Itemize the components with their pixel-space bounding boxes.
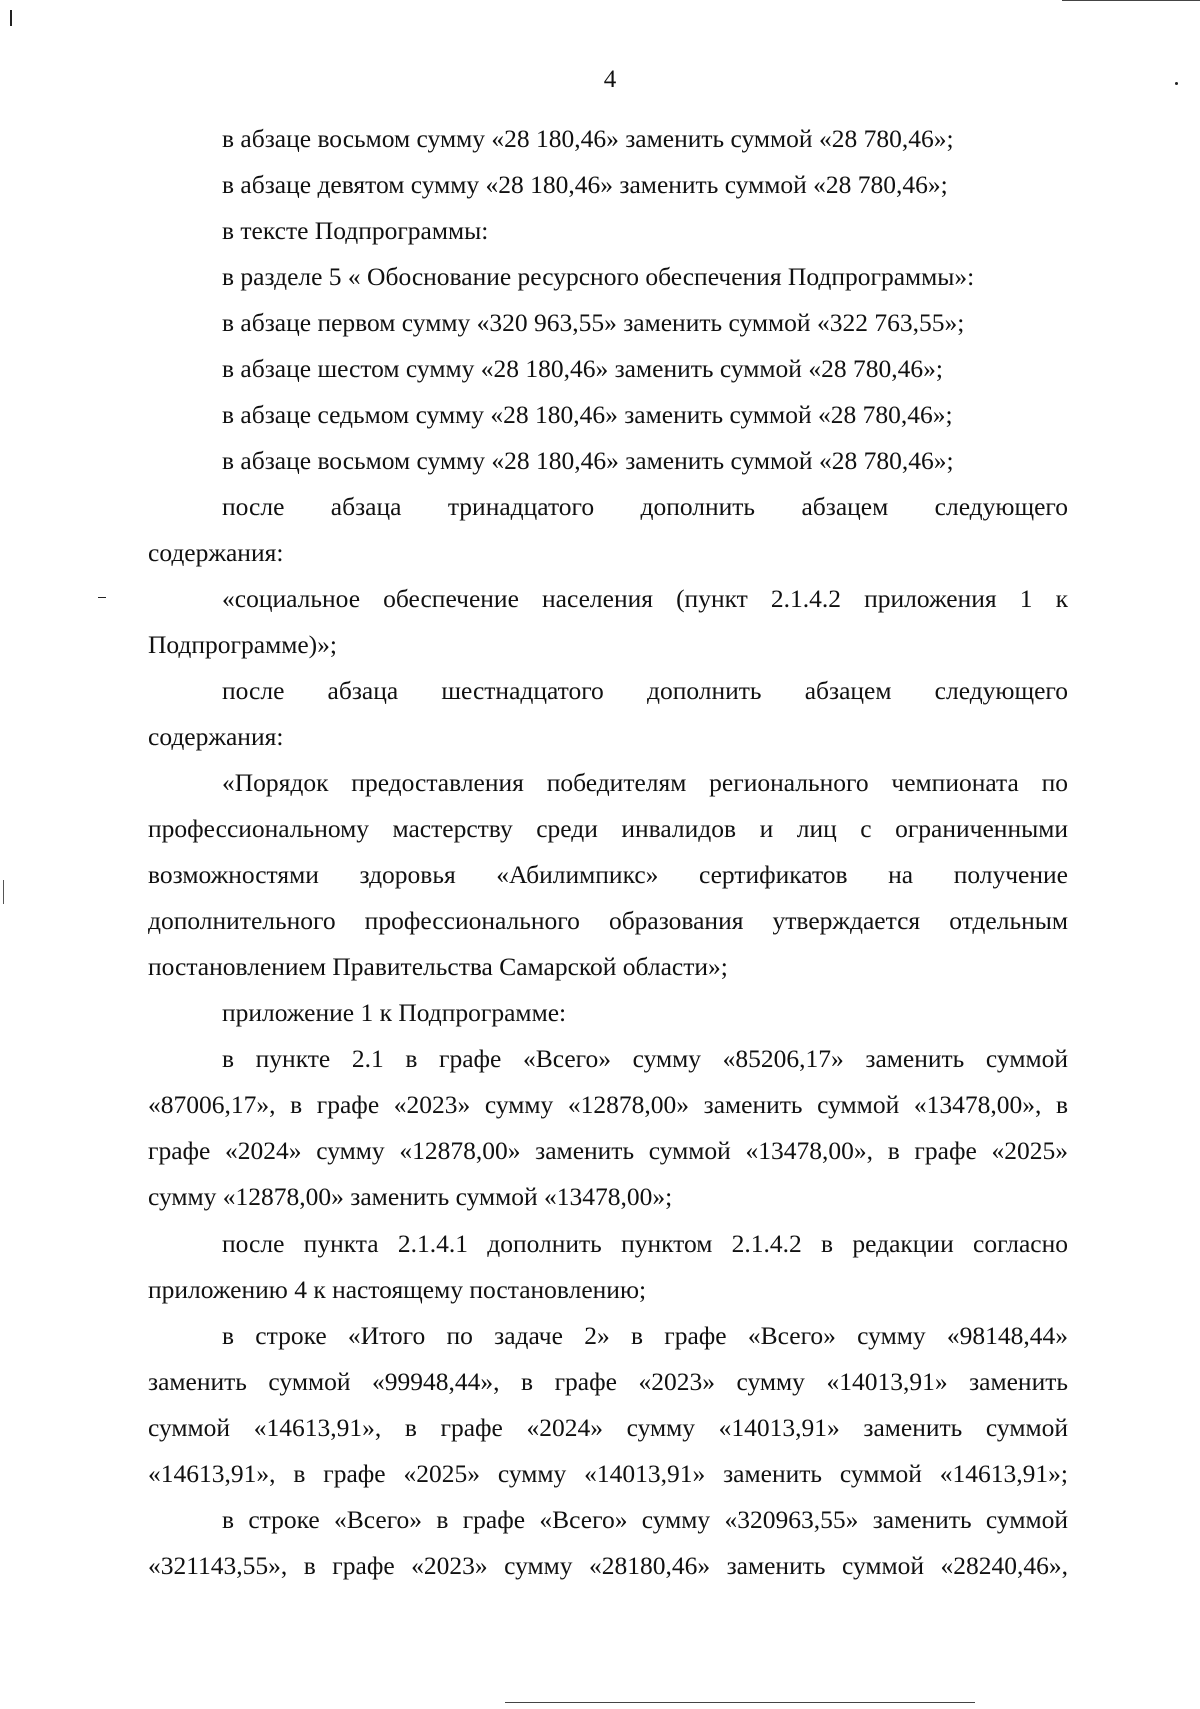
scan-mark — [98, 597, 106, 598]
text-line: «321143,55», в графе «2023» сумму «28180,46» заменить суммой «28240,46», — [148, 1551, 1068, 1580]
text-line: в строке «Всего» в графе «Всего» сумму «320963,55» заменить суммой — [222, 1505, 1068, 1534]
text-line: «социальное обеспечение населения (пункт 2.1.4.2 приложения 1 к — [222, 584, 1068, 613]
text-line: сумму «12878,00» заменить суммой «13478,00»; — [148, 1182, 673, 1211]
text-line: «Порядок предоставления победителям регионального чемпионата по — [222, 768, 1068, 797]
text-line: в абзаце шестом сумму «28 180,46» заменить суммой «28 780,46»; — [222, 354, 943, 383]
text-line: в абзаце девятом сумму «28 180,46» заменить суммой «28 780,46»; — [222, 170, 948, 199]
text-line: содержания: — [148, 722, 284, 751]
text-line: в тексте Подпрограммы: — [222, 216, 489, 245]
text-line: содержания: — [148, 538, 284, 567]
text-line: в абзаце восьмом сумму «28 180,46» заменить суммой «28 780,46»; — [222, 124, 954, 153]
text-line: после абзаца шестнадцатого дополнить абзацем следующего — [222, 676, 1068, 705]
text-line: в абзаце первом сумму «320 963,55» заменить суммой «322 763,55»; — [222, 308, 965, 337]
text-line: «87006,17», в графе «2023» сумму «12878,00» заменить суммой «13478,00», в — [148, 1090, 1068, 1119]
text-line: профессиональному мастерству среди инвалидов и лиц с ограниченными — [148, 814, 1068, 843]
page-number: 4 — [603, 66, 617, 93]
text-line: в разделе 5 « Обоснование ресурсного обеспечения Подпрограммы»: — [222, 262, 975, 291]
text-line: после пункта 2.1.4.1 дополнить пунктом 2.1.4.2 в редакции согласно — [222, 1229, 1068, 1258]
scan-edge-line — [505, 1702, 975, 1703]
text-line: графе «2024» сумму «12878,00» заменить суммой «13478,00», в графе «2025» — [148, 1136, 1068, 1165]
scan-dot — [1175, 82, 1178, 85]
text-line: в строке «Итого по задаче 2» в графе «Всего» сумму «98148,44» — [222, 1321, 1068, 1350]
text-line: в абзаце седьмом сумму «28 180,46» заменить суммой «28 780,46»; — [222, 400, 953, 429]
scan-edge-line — [1062, 0, 1200, 1]
text-line: Подпрограмме)»; — [148, 630, 337, 659]
text-line: дополнительного профессионального образования утверждается отдельным — [148, 906, 1068, 935]
scan-mark — [3, 880, 4, 904]
text-line: постановлением Правительства Самарской области»; — [148, 952, 728, 981]
text-line: приложение 1 к Подпрограмме: — [222, 998, 567, 1027]
text-line: в пункте 2.1 в графе «Всего» сумму «85206,17» заменить суммой — [222, 1044, 1068, 1073]
text-line: суммой «14613,91», в графе «2024» сумму «14013,91» заменить суммой — [148, 1413, 1068, 1442]
text-line: в абзаце восьмом сумму «28 180,46» заменить суммой «28 780,46»; — [222, 446, 954, 475]
text-line: «14613,91», в графе «2025» сумму «14013,91» заменить суммой «14613,91»; — [148, 1459, 1068, 1488]
text-line: после абзаца тринадцатого дополнить абзацем следующего — [222, 492, 1068, 521]
scan-mark — [10, 10, 12, 26]
text-line: возможностями здоровья «Абилимпикс» сертификатов на получение — [148, 860, 1068, 889]
text-line: приложению 4 к настоящему постановлению; — [148, 1275, 647, 1304]
text-line: заменить суммой «99948,44», в графе «2023» сумму «14013,91» заменить — [148, 1367, 1068, 1396]
